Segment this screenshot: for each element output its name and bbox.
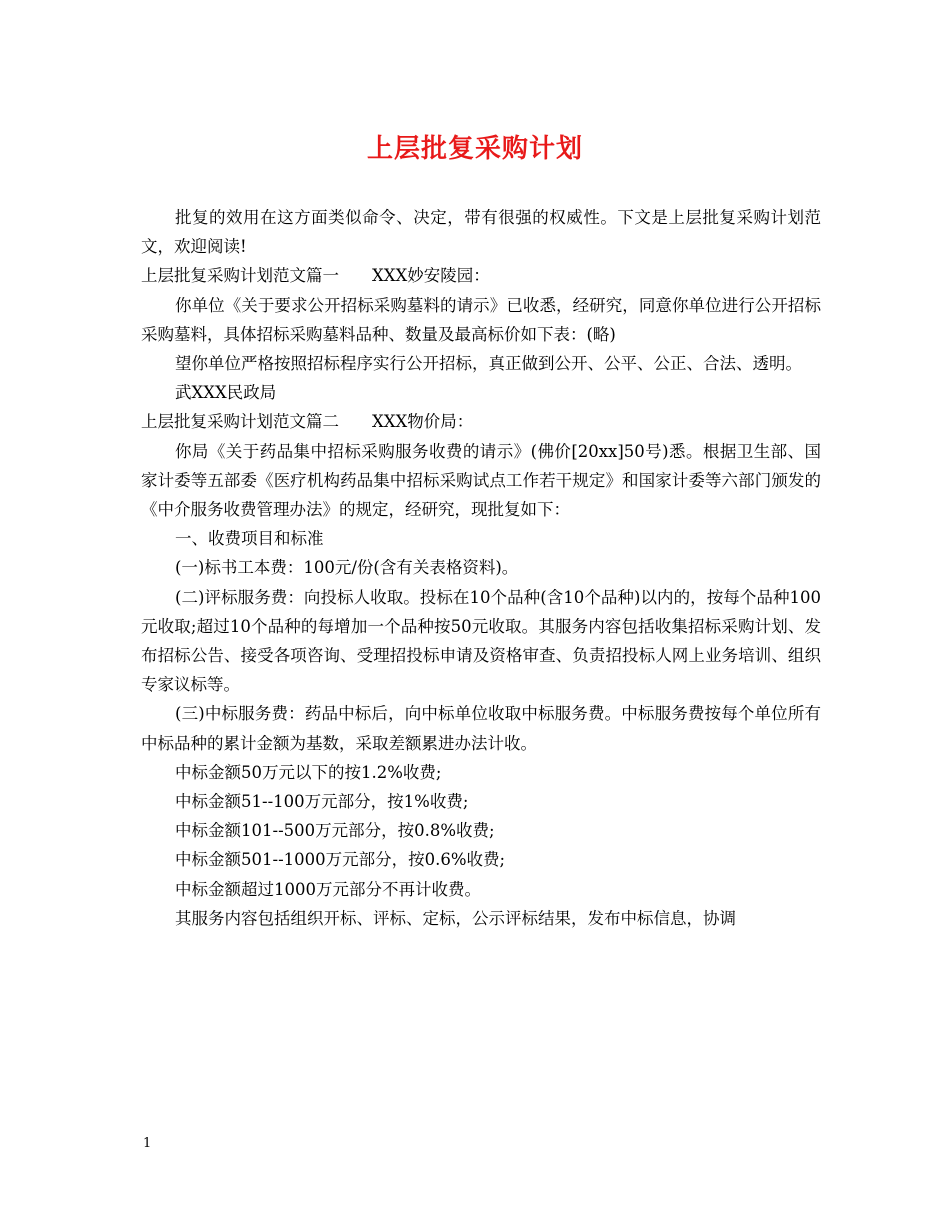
paragraph-heading-sample-1: 上层批复采购计划范文篇一 XXX妙安陵园： [141, 266, 490, 286]
fee-tier-1: 中标金额50万元以下的按1.2%收费; [175, 762, 442, 782]
fee-item-3: (三)中标服务费：药品中标后，向中标单位收取中标服务费。中标服务费按每个单位所有中标品种的累计金额为基数，采取差额累进办法计收。 [141, 704, 821, 753]
document-title: 上层批复采购计划 [366, 134, 583, 164]
paragraph-sample-1-body: 你单位《关于要求公开招标采购墓料的请示》已收悉，经研究，同意你单位进行公开招标采购墓料，具体招标采购墓料品种、数量及最高标价如下表：(略) [141, 295, 821, 344]
fee-tier-3: 中标金额101--500万元部分，按0.8%收费; [175, 821, 495, 841]
paragraph-intro: 批复的效用在这方面类似命令、决定，带有很强的权威性。下文是上层批复采购计划范文，欢迎阅读! [141, 208, 821, 257]
paragraph-service-content: 其服务内容包括组织开标、评标、定标，公示评标结果，发布中标信息，协调 [175, 908, 736, 928]
section-heading-fees: 一、收费项目和标准 [175, 529, 324, 549]
fee-item-1: (一)标书工本费：100元/份(含有关表格资料)。 [175, 558, 519, 578]
paragraph-heading-sample-2: 上层批复采购计划范文篇二 XXX物价局： [141, 412, 474, 432]
paragraph-sample-1-signature: 武XXX民政局 [175, 383, 277, 403]
document-body [141, 203, 821, 933]
fee-tier-2: 中标金额51--100万元部分，按1%收费; [175, 792, 469, 812]
fee-tier-5: 中标金额超过1000万元部分不再计收费。 [175, 879, 481, 899]
paragraph-sample-1-request: 望你单位严格按照招标程序实行公开招标，真正做到公开、公平、公正、合法、透明。 [175, 354, 802, 374]
page-number: 1 [143, 1136, 152, 1151]
fee-tier-4: 中标金额501--1000万元部分，按0.6%收费; [175, 850, 506, 870]
fee-item-2: (二)评标服务费：向投标人收取。投标在10个品种(含10个品种)以内的，按每个品种100元收取;超过10个品种的每增加一个品种按50元收取。其服务内容包括收集招标采购计划、发布招标公告、接受各项咨询、受理招投标申请及资格审查、负责招投标人网上业务培训、组织专家议标等。 [141, 587, 821, 695]
paragraph-sample-2-body: 你局《关于药品集中招标采购服务收费的请示》(佛价[20xx]50号)悉。根据卫生部、国家计委等五部委《医疗机构药品集中招标采购试点工作若干规定》和国家计委等六部门颁发的《中介服务收费管理办法》的规定，经研究，现批复如下： [141, 441, 821, 520]
